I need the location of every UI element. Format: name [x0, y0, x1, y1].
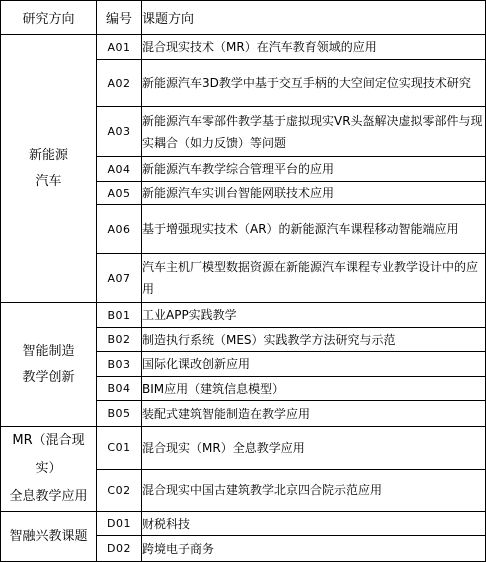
row-topic: 汽车主机厂模型数据资源在新能源汽车课程专业教学设计中的应用: [142, 254, 486, 303]
row-code: A03: [97, 107, 142, 157]
row-topic: 新能源汽车教学综合管理平台的应用: [142, 157, 486, 182]
table-row: [1, 427, 486, 470]
row-topic: 基于增强现实技术（AR）的新能源汽车课程移动智能端应用: [142, 205, 486, 254]
table-row: [1, 35, 486, 60]
group-direction-a: 新能源 汽车: [1, 35, 97, 303]
row-code: B02: [97, 328, 142, 352]
row-topic: 跨境电子商务: [142, 536, 486, 562]
row-topic: 财税科技: [142, 512, 486, 536]
row-topic: 国际化课改创新应用: [142, 352, 486, 377]
header-research-direction: 研究方向: [1, 1, 97, 35]
row-code: A06: [97, 205, 142, 254]
row-code: D02: [97, 536, 142, 562]
row-topic: 混合现实（MR）全息教学应用: [142, 427, 486, 470]
row-code: D01: [97, 512, 142, 536]
group-direction-b: 智能制造 教学创新: [1, 303, 97, 427]
row-topic: 新能源汽车零部件教学基于虚拟现实VR头盔解决虚拟零部件与现实耦合（如力反馈）等问题: [142, 107, 486, 157]
row-code: B05: [97, 401, 142, 427]
row-topic: 工业APP实践教学: [142, 303, 486, 328]
table-row: [1, 303, 486, 328]
row-code: B03: [97, 352, 142, 377]
header-code: 编号: [97, 1, 142, 35]
header-topic-direction: 课题方向: [142, 1, 486, 35]
group-direction-c: MR（混合现实） 全息教学应用: [1, 427, 97, 512]
table-row: [1, 512, 486, 536]
row-topic: 装配式建筑智能制造在教学应用: [142, 401, 486, 427]
group-direction-d: 智融兴教课题: [1, 512, 97, 562]
row-code: C01: [97, 427, 142, 470]
row-topic: 混合现实技术（MR）在汽车教育领域的应用: [142, 35, 486, 60]
table-header-row: [1, 1, 486, 35]
row-code: A01: [97, 35, 142, 60]
row-code: B04: [97, 377, 142, 401]
row-code: A07: [97, 254, 142, 303]
row-topic: 新能源汽车实训台智能网联技术应用: [142, 182, 486, 205]
row-topic: 制造执行系统（MES）实践教学方法研究与示范: [142, 328, 486, 352]
row-code: A02: [97, 60, 142, 107]
row-topic: BIM应用（建筑信息模型）: [142, 377, 486, 401]
row-code: C02: [97, 469, 142, 512]
row-topic: 混合现实中国古建筑教学北京四合院示范应用: [142, 469, 486, 512]
row-code: A04: [97, 157, 142, 182]
row-code: B01: [97, 303, 142, 328]
row-topic: 新能源汽车3D教学中基于交互手柄的大空间定位实现技术研究: [142, 60, 486, 107]
row-code: A05: [97, 182, 142, 205]
